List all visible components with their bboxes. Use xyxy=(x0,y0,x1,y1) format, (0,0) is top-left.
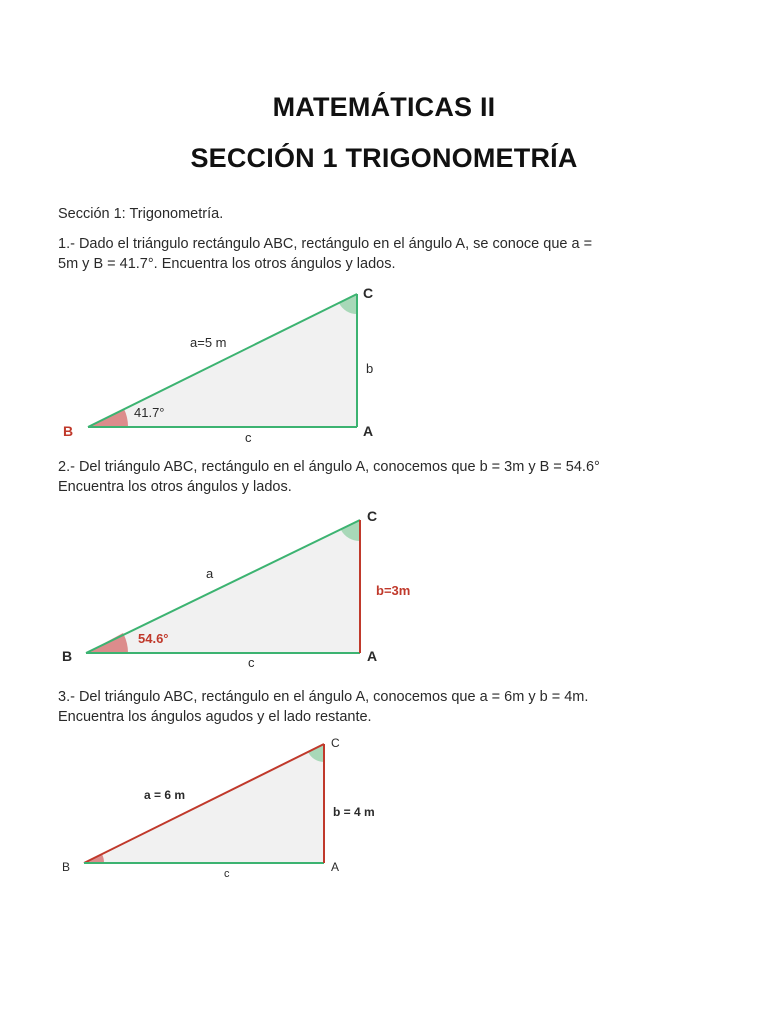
hypotenuse-label: a = 6 m xyxy=(144,788,186,802)
problem-1-triangle xyxy=(0,280,768,445)
problem-2-line-1: 2.- Del triángulo ABC, rectángulo en el ángulo A, conocemos que b = 3m y B = 54.6° xyxy=(58,459,600,475)
problem-3-statement xyxy=(58,687,718,727)
document-subtitle: SECCIÓN 1 TRIGONOMETRÍA xyxy=(190,143,578,173)
problem-2-triangle xyxy=(0,505,768,670)
vertex-b-label: B xyxy=(62,860,71,874)
vertical-side-label: b xyxy=(366,361,374,376)
vertex-a-label: A xyxy=(331,860,340,874)
vertical-side-label: b=3m xyxy=(376,583,411,598)
vertex-a-label: A xyxy=(367,648,378,664)
angle-b-label: 54.6° xyxy=(138,631,169,646)
document-title: MATEMÁTICAS II xyxy=(272,92,496,122)
vertex-c-label: C xyxy=(363,285,374,301)
problem-3-line-2: Encuentra los ángulos agudos y el lado restante. xyxy=(58,709,372,725)
base-label: c xyxy=(224,868,230,880)
vertical-side-label: b = 4 m xyxy=(333,805,375,819)
vertex-a-label: A xyxy=(363,423,374,439)
problem-2-line-2: Encuentra los otros ángulos y lados. xyxy=(58,479,292,495)
problem-3-line-1: 3.- Del triángulo ABC, rectángulo en el ángulo A, conocemos que a = 6m y b = 4m. xyxy=(58,689,589,705)
hypotenuse-label: a=5 m xyxy=(190,335,227,350)
section-heading: Sección 1: Trigonometría. xyxy=(58,206,224,222)
base-label: c xyxy=(245,430,252,445)
vertex-b-label: B xyxy=(63,423,74,439)
problem-2-statement xyxy=(58,457,718,497)
problem-1-statement xyxy=(58,234,718,274)
problem-1-line-2: 5m y B = 41.7°. Encuentra los otros ángulos y lados. xyxy=(58,256,396,272)
hypotenuse-label: a xyxy=(206,566,214,581)
problem-1-line-1: 1.- Dado el triángulo rectángulo ABC, rectángulo en el ángulo A, se conoce que a = xyxy=(58,236,593,252)
vertex-c-label: C xyxy=(367,508,378,524)
angle-b-label: 41.7° xyxy=(134,405,165,420)
vertex-b-label: B xyxy=(62,648,73,664)
base-label: c xyxy=(248,655,255,670)
vertex-c-label: C xyxy=(331,736,340,750)
problem-3-triangle xyxy=(0,735,768,885)
